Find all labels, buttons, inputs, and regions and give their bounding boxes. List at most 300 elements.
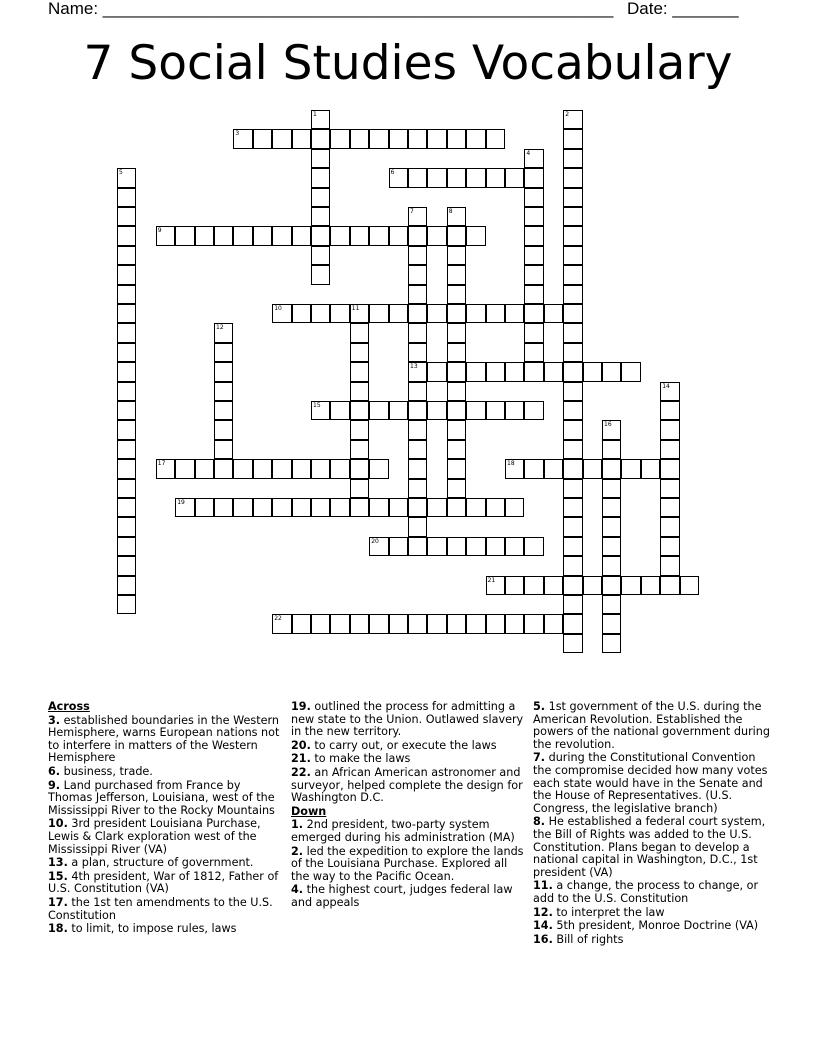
grid-cell[interactable] [524, 207, 543, 226]
grid-cell[interactable] [602, 537, 621, 556]
grid-cell[interactable] [233, 459, 252, 478]
grid-cell[interactable] [505, 304, 524, 323]
grid-cell[interactable] [369, 459, 388, 478]
grid-cell[interactable] [408, 479, 427, 498]
grid-cell[interactable] [583, 459, 602, 478]
grid-cell[interactable] [602, 517, 621, 536]
grid-cell[interactable] [195, 459, 214, 478]
grid-cell[interactable] [408, 440, 427, 459]
grid-cell[interactable] [214, 401, 233, 420]
clue-across-10: 10. 3rd president Louisiana Purchase, Lewis & Clark exploration west of the Mississippi River (VA) [48, 817, 261, 856]
grid-cell[interactable] [408, 226, 427, 245]
grid-cell[interactable] [408, 168, 427, 187]
grid-cell[interactable] [447, 362, 466, 381]
clue-number: 17 [157, 460, 166, 468]
grid-cell[interactable] [524, 226, 543, 245]
grid-cell[interactable] [117, 595, 136, 614]
grid-cell[interactable] [660, 556, 679, 575]
grid-cell[interactable] [369, 226, 388, 245]
grid-cell[interactable] [466, 304, 485, 323]
grid-cell[interactable] [427, 537, 446, 556]
grid-cell[interactable] [311, 110, 330, 129]
grid-cell[interactable] [660, 401, 679, 420]
clue-across-9: 9. Land purchased from France by Thomas Jefferson, Louisiana, west of the Mississippi River to the Rocky Mountains [48, 778, 275, 817]
grid-cell[interactable] [272, 304, 291, 323]
grid-cell[interactable] [408, 517, 427, 536]
grid-cell[interactable] [311, 246, 330, 265]
grid-cell[interactable] [602, 420, 621, 439]
clue-number: 16 [604, 421, 612, 429]
grid-cell[interactable] [117, 207, 136, 226]
grid-cell[interactable] [602, 440, 621, 459]
grid-cell[interactable] [544, 614, 563, 633]
grid-cell[interactable] [602, 498, 621, 517]
grid-cell[interactable] [408, 614, 427, 633]
grid-cell[interactable] [350, 226, 369, 245]
grid-cell[interactable] [660, 576, 679, 595]
grid-cell[interactable] [602, 595, 621, 614]
grid-cell[interactable] [524, 323, 543, 342]
grid-cell[interactable] [447, 459, 466, 478]
grid-cell[interactable] [505, 498, 524, 517]
grid-cell[interactable] [563, 110, 582, 129]
grid-cell[interactable] [486, 576, 505, 595]
grid-cell[interactable] [427, 401, 446, 420]
grid-cell[interactable] [621, 576, 640, 595]
grid-cell[interactable] [292, 304, 311, 323]
grid-cell[interactable] [117, 265, 136, 284]
grid-cell[interactable] [311, 459, 330, 478]
grid-cell[interactable] [408, 401, 427, 420]
grid-cell[interactable] [602, 459, 621, 478]
grid-cell[interactable] [563, 343, 582, 362]
grid-cell[interactable] [524, 576, 543, 595]
grid-cell[interactable] [447, 207, 466, 226]
grid-cell[interactable] [272, 459, 291, 478]
grid-cell[interactable] [117, 401, 136, 420]
grid-cell[interactable] [427, 168, 446, 187]
grid-cell[interactable] [602, 634, 621, 653]
clue-across-6: 6. business, trade. [48, 764, 153, 778]
grid-cell[interactable] [253, 459, 272, 478]
grid-cell[interactable] [408, 285, 427, 304]
grid-cell[interactable] [641, 576, 660, 595]
grid-cell[interactable] [563, 304, 582, 323]
grid-cell[interactable] [408, 207, 427, 226]
grid-cell[interactable] [563, 226, 582, 245]
grid-cell[interactable] [311, 304, 330, 323]
clue-number: 10 [274, 305, 282, 312]
grid-cell[interactable] [486, 614, 505, 633]
clue-number: 6 [390, 169, 395, 177]
grid-cell[interactable] [466, 537, 485, 556]
grid-cell[interactable] [447, 168, 466, 187]
grid-cell[interactable] [195, 498, 214, 517]
grid-cell[interactable] [563, 362, 582, 381]
grid-cell[interactable] [563, 323, 582, 342]
grid-cell[interactable] [330, 226, 349, 245]
grid-cell[interactable] [447, 440, 466, 459]
grid-cell[interactable] [292, 614, 311, 633]
grid-cell[interactable] [602, 556, 621, 575]
grid-cell[interactable] [389, 304, 408, 323]
grid-cell[interactable] [292, 498, 311, 517]
grid-cell[interactable] [660, 498, 679, 517]
grid-cell[interactable] [233, 498, 252, 517]
grid-cell[interactable] [214, 440, 233, 459]
grid-cell[interactable] [447, 479, 466, 498]
grid-cell[interactable] [563, 285, 582, 304]
grid-cell[interactable] [447, 323, 466, 342]
grid-cell[interactable] [117, 440, 136, 459]
grid-cell[interactable] [563, 246, 582, 265]
grid-cell[interactable] [350, 479, 369, 498]
grid-cell[interactable] [544, 304, 563, 323]
grid-cell[interactable] [311, 168, 330, 187]
grid-cell[interactable] [583, 576, 602, 595]
grid-cell[interactable] [117, 188, 136, 207]
grid-cell[interactable] [680, 576, 699, 595]
grid-cell[interactable] [117, 343, 136, 362]
grid-cell[interactable] [641, 459, 660, 478]
grid-cell[interactable] [408, 420, 427, 439]
grid-cell[interactable] [524, 537, 543, 556]
grid-cell[interactable] [427, 129, 446, 148]
grid-cell[interactable] [292, 226, 311, 245]
grid-cell[interactable] [350, 129, 369, 148]
grid-cell[interactable] [563, 479, 582, 498]
grid-cell[interactable] [524, 343, 543, 362]
grid-cell[interactable] [602, 614, 621, 633]
grid-cell[interactable] [311, 207, 330, 226]
grid-cell[interactable] [466, 168, 485, 187]
grid-cell[interactable] [447, 129, 466, 148]
grid-cell[interactable] [214, 420, 233, 439]
grid-cell[interactable] [369, 401, 388, 420]
clue-across-20: 20. to carry out, or execute the laws [291, 738, 497, 752]
clue-column-3 [533, 701, 773, 947]
clue-number: 2 [565, 111, 570, 118]
grid-cell[interactable] [524, 304, 543, 323]
grid-cell[interactable] [369, 614, 388, 633]
grid-cell[interactable] [486, 168, 505, 187]
grid-cell[interactable] [447, 246, 466, 265]
grid-cell[interactable] [311, 265, 330, 284]
grid-cell[interactable] [621, 362, 640, 381]
grid-cell[interactable] [117, 168, 136, 187]
clue-down-5: 5. 1st government of the U.S. during the American Revolution. Established the powers of the national government during the revolution. [533, 700, 770, 751]
clue-down-16: 16. Bill of rights [533, 932, 624, 946]
grid-cell[interactable] [447, 420, 466, 439]
grid-cell[interactable] [447, 401, 466, 420]
grid-cell[interactable] [350, 498, 369, 517]
grid-cell[interactable] [389, 226, 408, 245]
grid-cell[interactable] [408, 459, 427, 478]
grid-cell[interactable] [330, 459, 349, 478]
name-field[interactable]: Name: ______________________________________________________ [48, 0, 614, 18]
grid-cell[interactable] [408, 246, 427, 265]
grid-cell[interactable] [544, 459, 563, 478]
grid-cell[interactable] [408, 304, 427, 323]
grid-cell[interactable] [505, 614, 524, 633]
grid-cell[interactable] [195, 226, 214, 245]
grid-cell[interactable] [330, 304, 349, 323]
grid-cell[interactable] [447, 265, 466, 284]
grid-cell[interactable] [524, 614, 543, 633]
grid-cell[interactable] [524, 362, 543, 381]
grid-cell[interactable] [311, 188, 330, 207]
grid-cell[interactable] [563, 537, 582, 556]
grid-cell[interactable] [389, 401, 408, 420]
clue-number: 21 [487, 576, 496, 584]
grid-cell[interactable] [408, 129, 427, 148]
grid-cell[interactable] [408, 265, 427, 284]
grid-cell[interactable] [117, 537, 136, 556]
grid-cell[interactable] [389, 537, 408, 556]
grid-cell[interactable] [272, 226, 291, 245]
grid-cell[interactable] [544, 576, 563, 595]
grid-cell[interactable] [524, 265, 543, 284]
grid-cell[interactable] [466, 362, 485, 381]
grid-cell[interactable] [524, 149, 543, 168]
grid-cell[interactable] [214, 226, 233, 245]
grid-cell[interactable] [621, 459, 640, 478]
grid-cell[interactable] [389, 168, 408, 187]
grid-cell[interactable] [660, 382, 679, 401]
grid-cell[interactable] [563, 614, 582, 633]
grid-cell[interactable] [466, 614, 485, 633]
grid-cell[interactable] [660, 459, 679, 478]
clue-number: 18 [507, 460, 515, 468]
grid-cell[interactable] [408, 382, 427, 401]
grid-cell[interactable] [447, 285, 466, 304]
grid-cell[interactable] [117, 420, 136, 439]
grid-cell[interactable] [350, 343, 369, 362]
grid-cell[interactable] [486, 362, 505, 381]
grid-cell[interactable] [253, 226, 272, 245]
clue-down-8: 8. He established a federal court system, the Bill of Rights was added to the U.S. Constitution. Plans began to develop a national capital in Washington, D.C., 1st president (VA) [533, 815, 766, 879]
grid-cell[interactable] [427, 304, 446, 323]
grid-cell[interactable] [408, 362, 427, 381]
grid-cell[interactable] [117, 246, 136, 265]
grid-cell[interactable] [427, 226, 446, 245]
grid-cell[interactable] [408, 323, 427, 342]
grid-cell[interactable] [214, 498, 233, 517]
grid-cell[interactable] [447, 343, 466, 362]
grid-cell[interactable] [214, 323, 233, 342]
clue-across-13: 13. a plan, structure of government. [48, 856, 254, 870]
grid-cell[interactable] [486, 401, 505, 420]
grid-cell[interactable] [563, 576, 582, 595]
grid-cell[interactable] [292, 129, 311, 148]
grid-cell[interactable] [563, 207, 582, 226]
grid-cell[interactable] [563, 265, 582, 284]
grid-cell[interactable] [233, 226, 252, 245]
clue-across-3: 3. established boundaries in the Western Hemisphere, warns European nations not to interfere in matters of the Western Hemisphere [48, 713, 280, 765]
grid-cell[interactable] [369, 537, 388, 556]
grid-cell[interactable] [175, 226, 194, 245]
grid-cell[interactable] [660, 479, 679, 498]
grid-cell[interactable] [175, 498, 194, 517]
grid-cell[interactable] [175, 459, 194, 478]
grid-cell[interactable] [544, 362, 563, 381]
grid-cell[interactable] [583, 362, 602, 381]
grid-cell[interactable] [350, 362, 369, 381]
clue-number: 15 [313, 402, 321, 409]
grid-cell[interactable] [117, 459, 136, 478]
grid-cell[interactable] [350, 382, 369, 401]
grid-cell[interactable] [350, 401, 369, 420]
grid-cell[interactable] [486, 498, 505, 517]
grid-cell[interactable] [486, 537, 505, 556]
grid-cell[interactable] [563, 129, 582, 148]
grid-cell[interactable] [563, 634, 582, 653]
grid-cell[interactable] [563, 401, 582, 420]
grid-cell[interactable] [486, 304, 505, 323]
grid-cell[interactable] [447, 537, 466, 556]
grid-cell[interactable] [505, 362, 524, 381]
grid-cell[interactable] [563, 498, 582, 517]
grid-cell[interactable] [447, 226, 466, 245]
clue-number: 20 [371, 537, 379, 545]
grid-cell[interactable] [563, 517, 582, 536]
grid-cell[interactable] [563, 149, 582, 168]
grid-cell[interactable] [330, 498, 349, 517]
grid-cell[interactable] [117, 285, 136, 304]
grid-cell[interactable] [427, 362, 446, 381]
grid-cell[interactable] [156, 226, 175, 245]
grid-cell[interactable] [350, 420, 369, 439]
grid-cell[interactable] [117, 556, 136, 575]
grid-cell[interactable] [233, 129, 252, 148]
grid-cell[interactable] [602, 576, 621, 595]
grid-cell[interactable] [505, 401, 524, 420]
grid-cell[interactable] [563, 459, 582, 478]
grid-cell[interactable] [660, 517, 679, 536]
clue-across-21: 21. to make the laws [291, 752, 411, 766]
grid-cell[interactable] [466, 498, 485, 517]
grid-cell[interactable] [272, 129, 291, 148]
grid-cell[interactable] [447, 304, 466, 323]
grid-cell[interactable] [466, 401, 485, 420]
grid-cell[interactable] [330, 401, 349, 420]
grid-cell[interactable] [563, 440, 582, 459]
grid-cell[interactable] [563, 382, 582, 401]
grid-cell[interactable] [272, 614, 291, 633]
grid-cell[interactable] [330, 614, 349, 633]
grid-cell[interactable] [427, 498, 446, 517]
grid-cell[interactable] [311, 129, 330, 148]
grid-cell[interactable] [524, 401, 543, 420]
grid-cell[interactable] [253, 498, 272, 517]
grid-cell[interactable] [563, 168, 582, 187]
clue-number: 9 [157, 227, 162, 235]
grid-cell[interactable] [524, 188, 543, 207]
grid-cell[interactable] [117, 498, 136, 517]
grid-cell[interactable] [447, 382, 466, 401]
grid-cell[interactable] [505, 459, 524, 478]
grid-cell[interactable] [350, 323, 369, 342]
grid-cell[interactable] [369, 129, 388, 148]
grid-cell[interactable] [408, 498, 427, 517]
grid-cell[interactable] [389, 498, 408, 517]
grid-cell[interactable] [350, 440, 369, 459]
grid-cell[interactable] [505, 576, 524, 595]
grid-cell[interactable] [330, 129, 349, 148]
grid-cell[interactable] [117, 382, 136, 401]
grid-cell[interactable] [292, 459, 311, 478]
clue-number: 1 [313, 111, 317, 118]
grid-cell[interactable] [156, 459, 175, 478]
grid-cell[interactable] [466, 129, 485, 148]
grid-cell[interactable] [389, 129, 408, 148]
grid-cell[interactable] [563, 556, 582, 575]
grid-cell[interactable] [466, 226, 485, 245]
grid-cell[interactable] [524, 168, 543, 187]
grid-cell[interactable] [505, 537, 524, 556]
grid-cell[interactable] [447, 498, 466, 517]
grid-cell[interactable] [524, 459, 543, 478]
grid-cell[interactable] [486, 129, 505, 148]
grid-cell[interactable] [214, 382, 233, 401]
across-heading: Across [48, 700, 90, 713]
grid-cell[interactable] [524, 246, 543, 265]
grid-cell[interactable] [311, 149, 330, 168]
grid-cell[interactable] [117, 323, 136, 342]
grid-cell[interactable] [214, 459, 233, 478]
grid-cell[interactable] [117, 517, 136, 536]
grid-cell[interactable] [427, 614, 446, 633]
grid-cell[interactable] [660, 440, 679, 459]
grid-cell[interactable] [389, 614, 408, 633]
grid-cell[interactable] [563, 595, 582, 614]
grid-cell[interactable] [350, 304, 369, 323]
grid-cell[interactable] [369, 498, 388, 517]
grid-cell[interactable] [117, 479, 136, 498]
grid-cell[interactable] [117, 304, 136, 323]
grid-cell[interactable] [350, 459, 369, 478]
date-field[interactable]: Date: _______ [627, 0, 739, 18]
grid-cell[interactable] [117, 576, 136, 595]
grid-cell[interactable] [602, 479, 621, 498]
grid-cell[interactable] [214, 362, 233, 381]
grid-cell[interactable] [253, 129, 272, 148]
grid-cell[interactable] [660, 420, 679, 439]
grid-cell[interactable] [311, 226, 330, 245]
clue-across-17: 17. the 1st ten amendments to the U.S. Constitution [48, 895, 273, 922]
grid-cell[interactable] [311, 401, 330, 420]
grid-cell[interactable] [214, 343, 233, 362]
grid-cell[interactable] [117, 226, 136, 245]
grid-cell[interactable] [447, 614, 466, 633]
grid-cell[interactable] [505, 168, 524, 187]
grid-cell[interactable] [563, 188, 582, 207]
grid-cell[interactable] [408, 343, 427, 362]
grid-cell[interactable] [408, 537, 427, 556]
grid-cell[interactable] [369, 304, 388, 323]
grid-cell[interactable] [660, 537, 679, 556]
grid-cell[interactable] [563, 420, 582, 439]
grid-cell[interactable] [524, 285, 543, 304]
grid-cell[interactable] [117, 362, 136, 381]
clue-number: 14 [662, 382, 670, 390]
grid-cell[interactable] [272, 498, 291, 517]
clue-number: 19 [177, 499, 185, 506]
grid-cell[interactable] [602, 362, 621, 381]
grid-cell[interactable] [311, 614, 330, 633]
grid-cell[interactable] [311, 498, 330, 517]
grid-cell[interactable] [350, 614, 369, 633]
